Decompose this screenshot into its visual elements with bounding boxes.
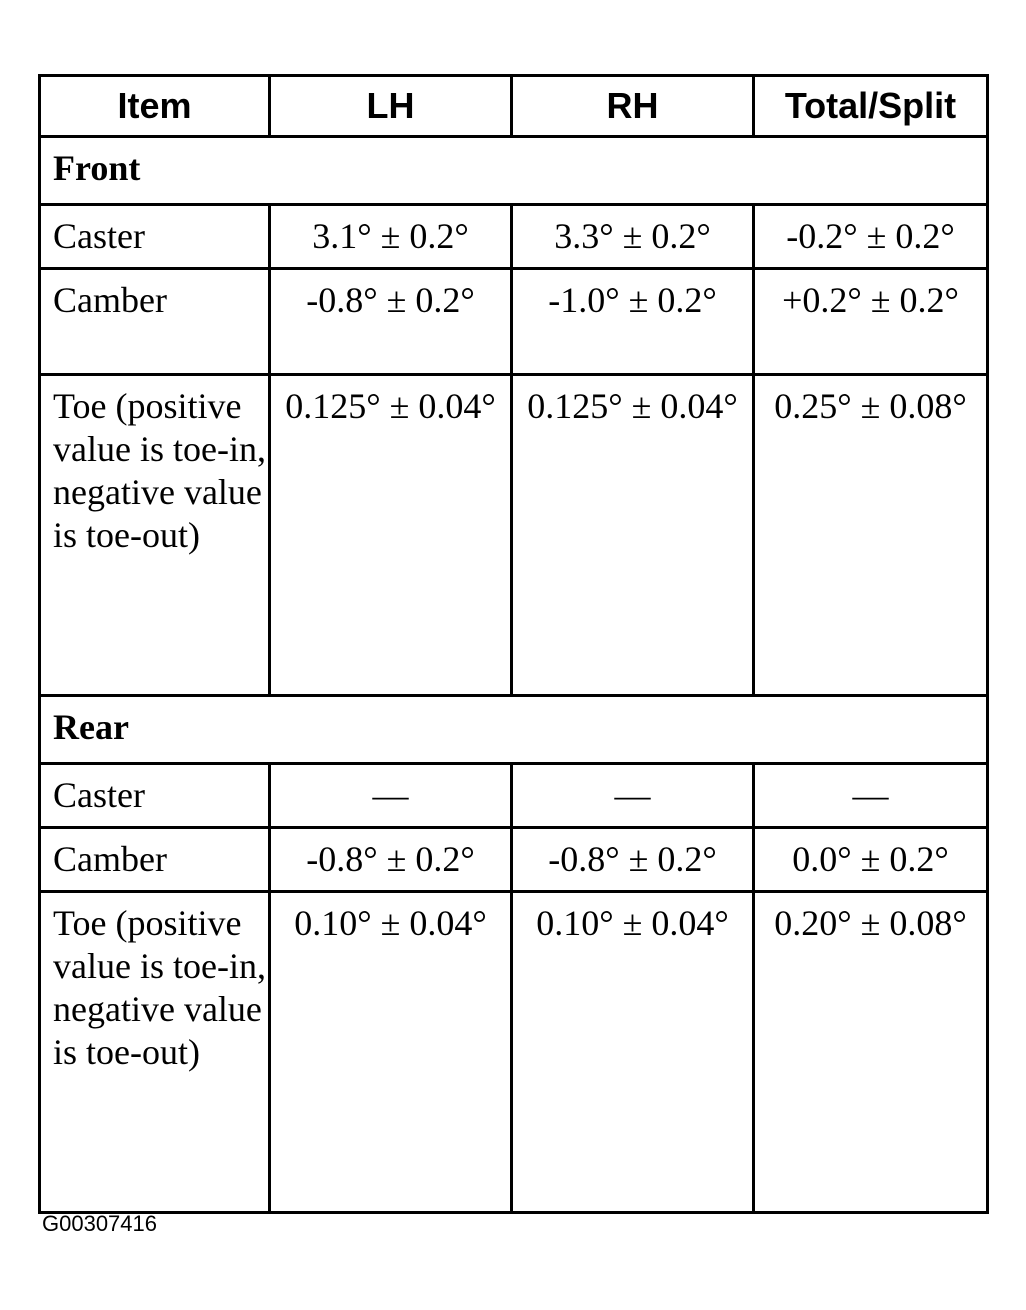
figure-id: G00307416 <box>42 1211 157 1236</box>
item-cell: Caster <box>40 764 270 828</box>
header-row <box>40 76 988 137</box>
lh-cell: 0.10° ± 0.04° <box>270 892 512 1213</box>
total-split-cell: -0.2° ± 0.2° <box>754 205 988 269</box>
section-title-front: Front <box>40 137 988 205</box>
table-row-rear-caster <box>40 764 988 828</box>
lh-cell: 0.125° ± 0.04° <box>270 375 512 696</box>
section-title-rear: Rear <box>40 696 988 764</box>
table-row-front-toe <box>40 375 988 696</box>
total-split-cell: — <box>754 764 988 828</box>
section-row-front <box>40 137 988 205</box>
header-lh: LH <box>270 76 512 137</box>
item-cell: Camber <box>40 828 270 892</box>
rh-cell: — <box>512 764 754 828</box>
lh-cell: -0.8° ± 0.2° <box>270 828 512 892</box>
rh-cell: 0.10° ± 0.04° <box>512 892 754 1213</box>
lh-cell: -0.8° ± 0.2° <box>270 269 512 375</box>
header-rh: RH <box>512 76 754 137</box>
table-row-front-caster <box>40 205 988 269</box>
rh-cell: -0.8° ± 0.2° <box>512 828 754 892</box>
lh-cell: — <box>270 764 512 828</box>
item-cell: Camber <box>40 269 270 375</box>
alignment-spec-table <box>38 74 989 1214</box>
rh-cell: 3.3° ± 0.2° <box>512 205 754 269</box>
table-row-front-camber <box>40 269 988 375</box>
total-split-cell: 0.25° ± 0.08° <box>754 375 988 696</box>
table-row-rear-toe <box>40 892 988 1213</box>
rh-cell: 0.125° ± 0.04° <box>512 375 754 696</box>
item-cell: Toe (positive value is toe-in, negative value is toe-out) <box>40 892 270 1213</box>
item-cell: Toe (positive value is toe-in, negative value is toe-out) <box>40 375 270 696</box>
total-split-cell: 0.20° ± 0.08° <box>754 892 988 1213</box>
header-total-split: Total/Split <box>754 76 988 137</box>
rh-cell: -1.0° ± 0.2° <box>512 269 754 375</box>
header-item: Item <box>40 76 270 137</box>
total-split-cell: 0.0° ± 0.2° <box>754 828 988 892</box>
section-row-rear <box>40 696 988 764</box>
total-split-cell: +0.2° ± 0.2° <box>754 269 988 375</box>
table-row-rear-camber <box>40 828 988 892</box>
lh-cell: 3.1° ± 0.2° <box>270 205 512 269</box>
item-cell: Caster <box>40 205 270 269</box>
